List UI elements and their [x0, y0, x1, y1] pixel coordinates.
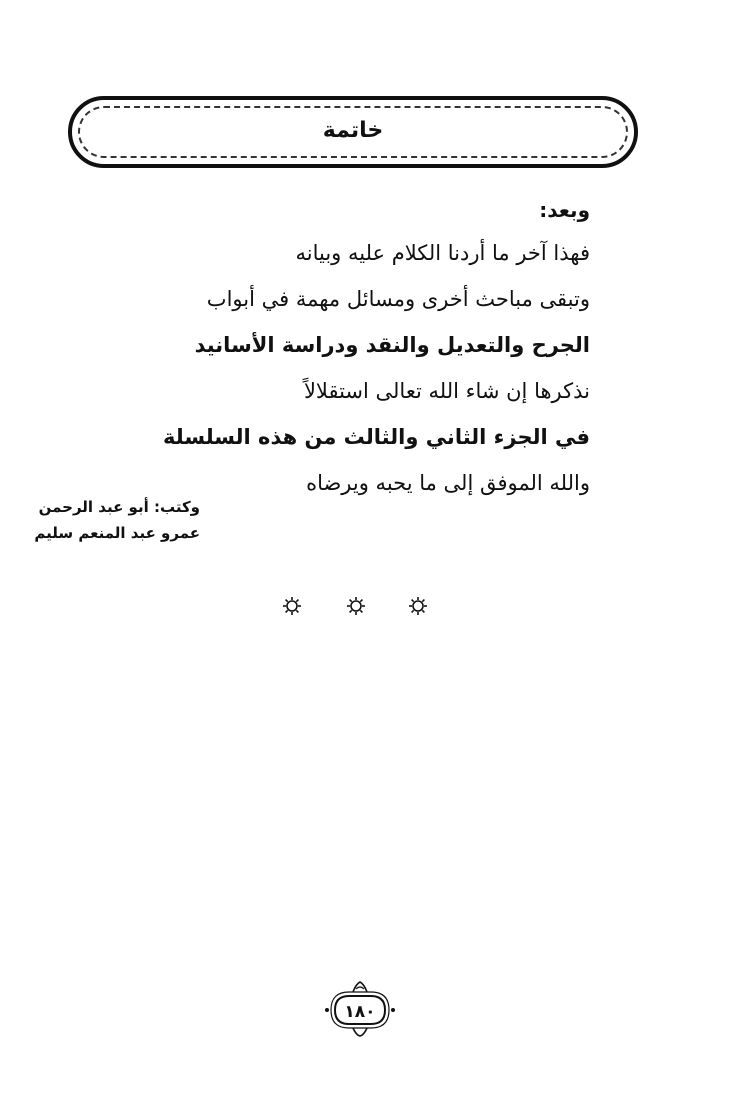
page-number-badge [323, 980, 397, 1038]
body-line: والله الموفق إلى ما يحبه ويرضاه [306, 471, 590, 495]
ornament-divider [282, 596, 442, 620]
intro-heading: وبعد: [539, 198, 590, 222]
body-line: وتبقى مباحث أخرى ومسائل مهمة في أبواب [206, 287, 590, 311]
body-line-emphasis: الجرح والتعديل والنقد ودراسة الأسانيد [194, 333, 590, 357]
chapter-title: خاتمة [322, 118, 384, 143]
signature-line: عمرو عبد المنعم سليم [34, 524, 200, 542]
conclusion-body [150, 190, 590, 506]
body-line-emphasis: في الجزء الثاني والثالث من هذه السلسلة [163, 425, 590, 449]
body-line: نذكرها إن شاء الله تعالى استقلالاً [303, 379, 590, 403]
body-line: فهذا آخر ما أردنا الكلام عليه وبيانه [295, 241, 590, 265]
sun-ornament-icon [346, 596, 366, 616]
sun-ornament-icon [282, 596, 302, 616]
signature-line: وكتب: أبو عبد الرحمن [38, 498, 200, 516]
sun-ornament-icon [408, 596, 428, 616]
chapter-title-frame [68, 96, 638, 168]
author-signature [34, 494, 200, 546]
page-number: ١٨٠ [344, 1002, 376, 1022]
